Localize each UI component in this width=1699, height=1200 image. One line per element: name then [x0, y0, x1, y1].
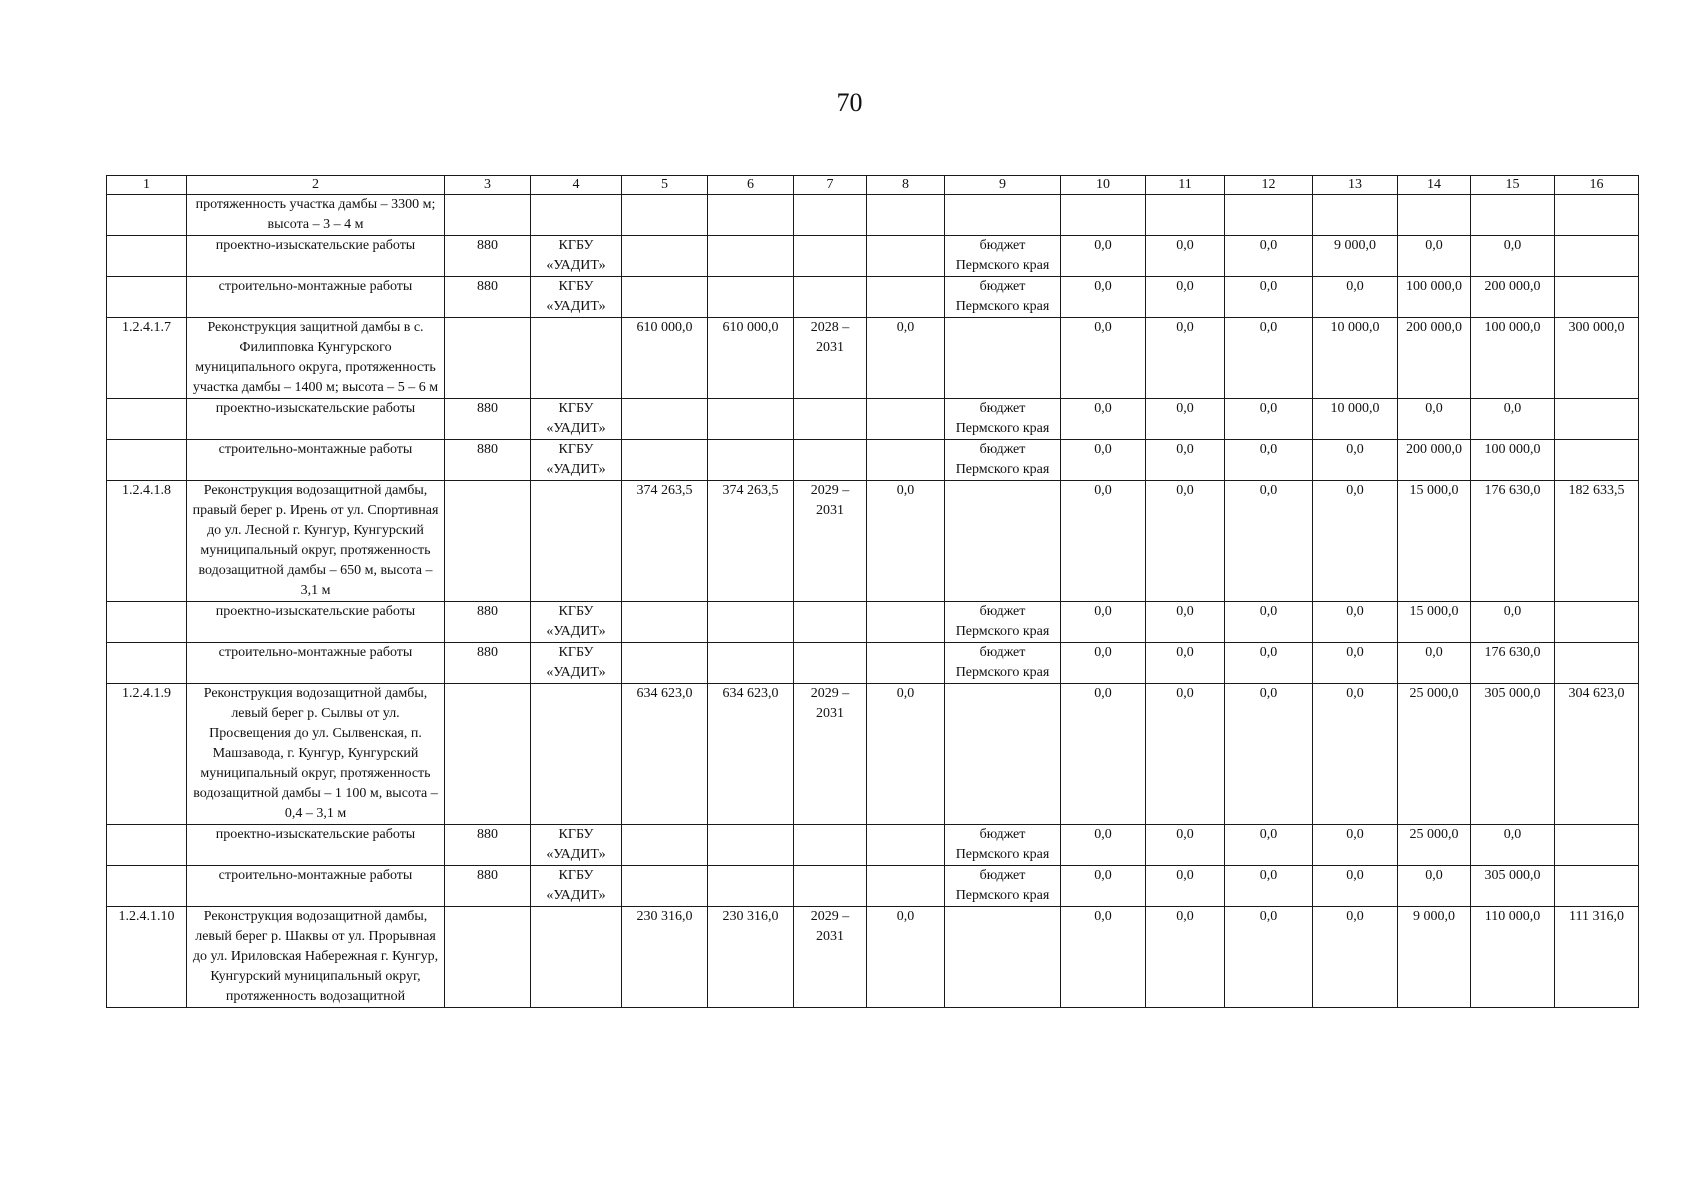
cell-c8	[867, 602, 945, 643]
cell-c12: 0,0	[1225, 643, 1313, 684]
cell-c9: бюджет Пермского края	[945, 643, 1061, 684]
cell-c7	[794, 602, 867, 643]
cell-c7	[794, 277, 867, 318]
cell-c10: 0,0	[1061, 602, 1146, 643]
cell-c9: бюджет Пермского края	[945, 440, 1061, 481]
column-header-6: 6	[708, 176, 794, 195]
cell-c6	[708, 643, 794, 684]
cell-c13: 0,0	[1313, 440, 1398, 481]
cell-c5: 610 000,0	[622, 318, 708, 399]
cell-c11: 0,0	[1146, 236, 1225, 277]
description-cell: строительно-монтажные работы	[187, 440, 445, 481]
cell-c7	[794, 643, 867, 684]
row-code-cell	[107, 440, 187, 481]
cell-c8	[867, 643, 945, 684]
cell-c5	[622, 399, 708, 440]
cell-c11: 0,0	[1146, 318, 1225, 399]
cell-c7: 2029 – 2031	[794, 481, 867, 602]
cell-c15	[1471, 195, 1555, 236]
table-row	[107, 440, 1639, 481]
description-cell: Реконструкция водозащитной дамбы, правый берег р. Ирень от ул. Спортивная до ул. Лесной г. Кунгур, Кунгурский муниципальный округ, протяженность водозащитной дамбы – 650 м, высота – 3,1 м	[187, 481, 445, 602]
cell-c16	[1555, 643, 1639, 684]
cell-c7	[794, 440, 867, 481]
cell-c6	[708, 277, 794, 318]
row-code-cell: 1.2.4.1.7	[107, 318, 187, 399]
cell-c15: 0,0	[1471, 399, 1555, 440]
cell-c12: 0,0	[1225, 277, 1313, 318]
cell-c9: бюджет Пермского края	[945, 236, 1061, 277]
description-cell: проектно-изыскательские работы	[187, 236, 445, 277]
cell-c5: 374 263,5	[622, 481, 708, 602]
row-code-cell: 1.2.4.1.9	[107, 684, 187, 825]
cell-c9	[945, 195, 1061, 236]
cell-c4: КГБУ «УАДИТ»	[531, 866, 622, 907]
cell-c7	[794, 195, 867, 236]
cell-c7	[794, 236, 867, 277]
cell-c8: 0,0	[867, 481, 945, 602]
cell-c9: бюджет Пермского края	[945, 277, 1061, 318]
cell-c4	[531, 684, 622, 825]
cell-c5: 634 623,0	[622, 684, 708, 825]
cell-c13: 0,0	[1313, 643, 1398, 684]
cell-c12: 0,0	[1225, 440, 1313, 481]
cell-c12	[1225, 195, 1313, 236]
cell-c13: 0,0	[1313, 684, 1398, 825]
cell-c16	[1555, 195, 1639, 236]
cell-c5	[622, 602, 708, 643]
cell-c7	[794, 866, 867, 907]
cell-c14: 0,0	[1398, 643, 1471, 684]
cell-c16: 304 623,0	[1555, 684, 1639, 825]
cell-c11: 0,0	[1146, 440, 1225, 481]
cell-c14: 200 000,0	[1398, 318, 1471, 399]
cell-c13	[1313, 195, 1398, 236]
cell-c11: 0,0	[1146, 643, 1225, 684]
cell-c8: 0,0	[867, 907, 945, 1008]
cell-c10: 0,0	[1061, 277, 1146, 318]
column-header-8: 8	[867, 176, 945, 195]
cell-c14: 25 000,0	[1398, 825, 1471, 866]
column-header-5: 5	[622, 176, 708, 195]
cell-c9	[945, 318, 1061, 399]
table-row	[107, 399, 1639, 440]
column-header-13: 13	[1313, 176, 1398, 195]
cell-c12: 0,0	[1225, 236, 1313, 277]
cell-c5	[622, 195, 708, 236]
cell-c6: 230 316,0	[708, 907, 794, 1008]
table-row	[107, 684, 1639, 825]
row-code-cell	[107, 277, 187, 318]
cell-c8	[867, 866, 945, 907]
cell-c6: 634 623,0	[708, 684, 794, 825]
cell-c5	[622, 643, 708, 684]
cell-c4: КГБУ «УАДИТ»	[531, 602, 622, 643]
cell-c14: 0,0	[1398, 866, 1471, 907]
cell-c5	[622, 825, 708, 866]
cell-c7	[794, 825, 867, 866]
cell-c12: 0,0	[1225, 825, 1313, 866]
column-header-10: 10	[1061, 176, 1146, 195]
cell-c11: 0,0	[1146, 825, 1225, 866]
cell-c6: 610 000,0	[708, 318, 794, 399]
cell-c11: 0,0	[1146, 602, 1225, 643]
table-row	[107, 825, 1639, 866]
cell-c3: 880	[445, 825, 531, 866]
cell-c3: 880	[445, 643, 531, 684]
column-header-7: 7	[794, 176, 867, 195]
cell-c14: 15 000,0	[1398, 602, 1471, 643]
cell-c14: 25 000,0	[1398, 684, 1471, 825]
column-header-16: 16	[1555, 176, 1639, 195]
table-row	[107, 481, 1639, 602]
cell-c6: 374 263,5	[708, 481, 794, 602]
cell-c16	[1555, 602, 1639, 643]
table-row	[107, 907, 1639, 1008]
cell-c10	[1061, 195, 1146, 236]
cell-c8	[867, 236, 945, 277]
cell-c7: 2029 – 2031	[794, 684, 867, 825]
cell-c15: 110 000,0	[1471, 907, 1555, 1008]
column-header-11: 11	[1146, 176, 1225, 195]
description-cell: проектно-изыскательские работы	[187, 602, 445, 643]
row-code-cell	[107, 643, 187, 684]
column-header-3: 3	[445, 176, 531, 195]
cell-c15: 0,0	[1471, 602, 1555, 643]
cell-c12: 0,0	[1225, 684, 1313, 825]
cell-c11: 0,0	[1146, 399, 1225, 440]
cell-c14: 0,0	[1398, 236, 1471, 277]
cell-c9: бюджет Пермского края	[945, 602, 1061, 643]
cell-c3	[445, 684, 531, 825]
column-header-2: 2	[187, 176, 445, 195]
cell-c3	[445, 318, 531, 399]
cell-c6	[708, 866, 794, 907]
cell-c13: 10 000,0	[1313, 318, 1398, 399]
cell-c10: 0,0	[1061, 236, 1146, 277]
cell-c13: 0,0	[1313, 866, 1398, 907]
cell-c11: 0,0	[1146, 684, 1225, 825]
cell-c15: 0,0	[1471, 236, 1555, 277]
cell-c10: 0,0	[1061, 825, 1146, 866]
cell-c13: 0,0	[1313, 825, 1398, 866]
cell-c5	[622, 277, 708, 318]
row-code-cell: 1.2.4.1.10	[107, 907, 187, 1008]
cell-c7: 2029 – 2031	[794, 907, 867, 1008]
cell-c16	[1555, 440, 1639, 481]
description-cell: строительно-монтажные работы	[187, 277, 445, 318]
cell-c4: КГБУ «УАДИТ»	[531, 236, 622, 277]
cell-c3: 880	[445, 277, 531, 318]
cell-c14: 100 000,0	[1398, 277, 1471, 318]
cell-c12: 0,0	[1225, 318, 1313, 399]
column-header-12: 12	[1225, 176, 1313, 195]
description-cell: проектно-изыскательские работы	[187, 825, 445, 866]
column-header-1: 1	[107, 176, 187, 195]
cell-c6	[708, 440, 794, 481]
cell-c15: 100 000,0	[1471, 440, 1555, 481]
row-code-cell	[107, 602, 187, 643]
page-number: 70	[836, 88, 863, 117]
cell-c3	[445, 195, 531, 236]
cell-c15: 305 000,0	[1471, 684, 1555, 825]
cell-c8	[867, 195, 945, 236]
cell-c11	[1146, 195, 1225, 236]
cell-c13: 0,0	[1313, 481, 1398, 602]
cell-c16	[1555, 866, 1639, 907]
cell-c10: 0,0	[1061, 399, 1146, 440]
cell-c13: 0,0	[1313, 277, 1398, 318]
cell-c10: 0,0	[1061, 440, 1146, 481]
description-cell: строительно-монтажные работы	[187, 643, 445, 684]
cell-c8	[867, 277, 945, 318]
description-cell: Реконструкция защитной дамбы в с. Филипповка Кунгурского муниципального округа, протяженность участка дамбы – 1400 м; высота – 5 – 6 м	[187, 318, 445, 399]
cell-c16: 111 316,0	[1555, 907, 1639, 1008]
cell-c9: бюджет Пермского края	[945, 825, 1061, 866]
cell-c16: 182 633,5	[1555, 481, 1639, 602]
cell-c4: КГБУ «УАДИТ»	[531, 643, 622, 684]
cell-c15: 176 630,0	[1471, 481, 1555, 602]
cell-c3	[445, 481, 531, 602]
cell-c14: 0,0	[1398, 399, 1471, 440]
cell-c16	[1555, 236, 1639, 277]
cell-c4	[531, 195, 622, 236]
cell-c16	[1555, 399, 1639, 440]
cell-c12: 0,0	[1225, 399, 1313, 440]
description-cell: строительно-монтажные работы	[187, 866, 445, 907]
row-code-cell	[107, 825, 187, 866]
cell-c16	[1555, 825, 1639, 866]
cell-c14	[1398, 195, 1471, 236]
cell-c4	[531, 481, 622, 602]
cell-c3: 880	[445, 399, 531, 440]
cell-c3: 880	[445, 602, 531, 643]
cell-c9: бюджет Пермского края	[945, 399, 1061, 440]
cell-c4: КГБУ «УАДИТ»	[531, 277, 622, 318]
table-row	[107, 236, 1639, 277]
cell-c10: 0,0	[1061, 481, 1146, 602]
cell-c11: 0,0	[1146, 481, 1225, 602]
cell-c8	[867, 825, 945, 866]
cell-c4: КГБУ «УАДИТ»	[531, 825, 622, 866]
cell-c8: 0,0	[867, 684, 945, 825]
description-cell: Реконструкция водозащитной дамбы, левый берег р. Шаквы от ул. Прорывная до ул. Ириловская Набережная г. Кунгур, Кунгурский муниципальный округ, протяженность водозащитной	[187, 907, 445, 1008]
row-code-cell	[107, 236, 187, 277]
program-table	[106, 175, 1639, 1008]
table-row	[107, 866, 1639, 907]
cell-c3: 880	[445, 236, 531, 277]
description-cell: проектно-изыскательские работы	[187, 399, 445, 440]
table-row	[107, 195, 1639, 236]
cell-c7	[794, 399, 867, 440]
cell-c9	[945, 481, 1061, 602]
cell-c15: 0,0	[1471, 825, 1555, 866]
row-code-cell	[107, 399, 187, 440]
table-row	[107, 643, 1639, 684]
cell-c5: 230 316,0	[622, 907, 708, 1008]
table-row	[107, 277, 1639, 318]
cell-c9: бюджет Пермского края	[945, 866, 1061, 907]
cell-c15: 176 630,0	[1471, 643, 1555, 684]
column-header-4: 4	[531, 176, 622, 195]
cell-c5	[622, 236, 708, 277]
cell-c5	[622, 440, 708, 481]
cell-c15: 100 000,0	[1471, 318, 1555, 399]
cell-c11: 0,0	[1146, 277, 1225, 318]
cell-c16	[1555, 277, 1639, 318]
cell-c8	[867, 440, 945, 481]
cell-c6	[708, 825, 794, 866]
cell-c10: 0,0	[1061, 318, 1146, 399]
cell-c10: 0,0	[1061, 643, 1146, 684]
cell-c6	[708, 195, 794, 236]
cell-c12: 0,0	[1225, 866, 1313, 907]
row-code-cell: 1.2.4.1.8	[107, 481, 187, 602]
cell-c6	[708, 399, 794, 440]
cell-c13: 0,0	[1313, 907, 1398, 1008]
table-header-row	[107, 176, 1639, 195]
cell-c13: 10 000,0	[1313, 399, 1398, 440]
cell-c14: 15 000,0	[1398, 481, 1471, 602]
cell-c15: 200 000,0	[1471, 277, 1555, 318]
cell-c9	[945, 684, 1061, 825]
cell-c12: 0,0	[1225, 907, 1313, 1008]
cell-c4: КГБУ «УАДИТ»	[531, 399, 622, 440]
cell-c3: 880	[445, 440, 531, 481]
cell-c10: 0,0	[1061, 684, 1146, 825]
cell-c8: 0,0	[867, 318, 945, 399]
table-row	[107, 602, 1639, 643]
cell-c3: 880	[445, 866, 531, 907]
description-cell: Реконструкция водозащитной дамбы, левый берег р. Сылвы от ул. Просвещения до ул. Сылвенская, п. Машзавода, г. Кунгур, Кунгурский муниципальный округ, протяженность водозащитной дамбы – 1 100 м, высота – 0,4 – 3,1 м	[187, 684, 445, 825]
cell-c5	[622, 866, 708, 907]
row-code-cell	[107, 866, 187, 907]
cell-c8	[867, 399, 945, 440]
cell-c12: 0,0	[1225, 602, 1313, 643]
cell-c14: 200 000,0	[1398, 440, 1471, 481]
cell-c16: 300 000,0	[1555, 318, 1639, 399]
cell-c4	[531, 907, 622, 1008]
column-header-15: 15	[1471, 176, 1555, 195]
column-header-9: 9	[945, 176, 1061, 195]
description-cell: протяженность участка дамбы – 3300 м; высота – 3 – 4 м	[187, 195, 445, 236]
cell-c9	[945, 907, 1061, 1008]
cell-c14: 9 000,0	[1398, 907, 1471, 1008]
cell-c3	[445, 907, 531, 1008]
cell-c11: 0,0	[1146, 907, 1225, 1008]
cell-c10: 0,0	[1061, 866, 1146, 907]
cell-c13: 0,0	[1313, 602, 1398, 643]
cell-c4: КГБУ «УАДИТ»	[531, 440, 622, 481]
cell-c7: 2028 – 2031	[794, 318, 867, 399]
table-body	[107, 195, 1639, 1008]
table-row	[107, 318, 1639, 399]
cell-c4	[531, 318, 622, 399]
column-header-14: 14	[1398, 176, 1471, 195]
row-code-cell	[107, 195, 187, 236]
cell-c10: 0,0	[1061, 907, 1146, 1008]
cell-c12: 0,0	[1225, 481, 1313, 602]
cell-c15: 305 000,0	[1471, 866, 1555, 907]
cell-c6	[708, 602, 794, 643]
cell-c11: 0,0	[1146, 866, 1225, 907]
cell-c6	[708, 236, 794, 277]
cell-c13: 9 000,0	[1313, 236, 1398, 277]
